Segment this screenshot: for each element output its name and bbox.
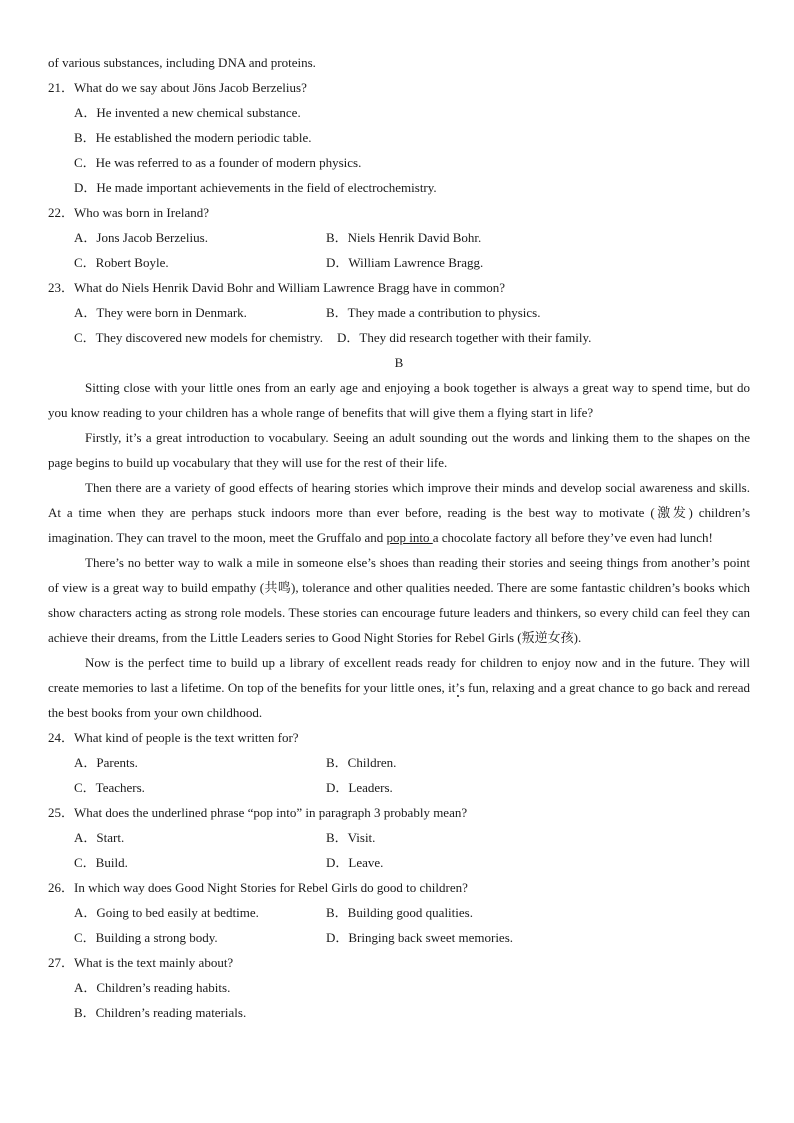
passage-paragraph-2: Firstly, it’s a great introduction to vocabulary. Seeing an adult sounding out the words and linking them to the shapes on the page begins to build up vocabulary that they will use for the rest of their life. <box>48 430 750 470</box>
intro-tail-text: of various substances, including DNA and proteins. <box>48 55 316 70</box>
question-26 <box>48 875 750 950</box>
passage-paragraph-5 <box>48 650 750 725</box>
paragraph-3-text-after: a chocolate factory all before they’ve even had lunch! <box>432 530 713 545</box>
option-b: B．Visit. <box>326 830 376 845</box>
question-stem: 26．In which way does Good Night Stories for Rebel Girls do good to children? <box>48 880 468 895</box>
option-c: C．He was referred to as a founder of modern physics. <box>74 155 362 170</box>
question-stem: 24．What kind of people is the text written for? <box>48 730 299 745</box>
option-c: C．Building a strong body. <box>74 930 218 945</box>
question-stem: 27．What is the text mainly about? <box>48 955 234 970</box>
section-b-title: B <box>394 355 404 370</box>
option-a: A．Parents. <box>74 755 138 770</box>
option-b: B．Children’s reading materials. <box>74 1005 247 1020</box>
option-b: B．Niels Henrik David Bohr. <box>326 230 482 245</box>
option-d: D．They did research together with their family. <box>336 330 592 345</box>
option-d: D．Leave. <box>326 855 384 870</box>
underlined-phrase-pop-into: pop into <box>386 530 433 545</box>
question-stem: 23．What do Niels Henrik David Bohr and William Lawrence Bragg have in common? <box>48 280 505 295</box>
question-24 <box>48 725 750 800</box>
question-27 <box>48 950 750 1025</box>
question-stem: 25．What does the underlined phrase “pop into” in paragraph 3 probably mean? <box>48 805 468 820</box>
option-a: A．Start. <box>74 830 125 845</box>
option-c: C．Teachers. <box>74 780 145 795</box>
question-stem: 22．Who was born in Ireland? <box>48 205 210 220</box>
question-25 <box>48 800 750 875</box>
option-a: A．Jons Jacob Berzelius. <box>74 230 208 245</box>
passage-paragraph-4: There’s no better way to walk a mile in someone else’s shoes than reading their stories and seeing things from another’s point of view is a great way to build empathy (共鸣), tolerance and other qualities needed. There are some fantastic children’s books which show characters acting as strong role models. These stories can encourage future leaders and thinkers, so every child can feel they can achieve their dreams, from the Little Leaders series to Good Night Stories for Rebel Girls (叛逆女孩). <box>48 555 750 645</box>
passage-paragraph-3 <box>48 475 750 550</box>
option-d: D．Leaders. <box>326 780 393 795</box>
option-c: C．Robert Boyle. <box>74 255 169 270</box>
exam-page <box>48 50 750 1025</box>
dotted-apostrophe: ’ <box>455 680 460 695</box>
option-d: D．He made important achievements in the field of electrochemistry. <box>74 180 437 195</box>
question-23 <box>48 275 750 350</box>
option-b: B．Building good qualities. <box>326 905 473 920</box>
passage-paragraph-1: Sitting close with your little ones from an early age and enjoying a book together is always a great way to spend time, but do you know reading to your children has a whole range of benefits that will give them a flying start in life? <box>48 380 750 420</box>
question-22 <box>48 200 750 275</box>
question-stem: 21．What do we say about Jöns Jacob Berzelius? <box>48 80 307 95</box>
option-c: C．They discovered new models for chemistry. <box>74 330 323 345</box>
option-a: A．They were born in Denmark. <box>74 305 247 320</box>
option-d: D．Bringing back sweet memories. <box>326 930 514 945</box>
option-d: D．William Lawrence Bragg. <box>326 255 484 270</box>
paragraph-3-text-before: Then there are a variety of good effects of hearing stories which improve their minds and develop social awareness and skills. At a time when they are perhaps stuck indoors more than ever before, reading is the best way to motivate (激发) children’s imagination. They can travel to the moon, meet the Gruffalo and <box>48 480 750 545</box>
option-b: B．They made a contribution to physics. <box>326 305 541 320</box>
paragraph-5-text-after: s fun, relaxing and a great chance to go back and reread the best books from your own childhood. <box>48 680 750 720</box>
option-a: A．Children’s reading habits. <box>74 980 231 995</box>
paragraph-5-text-before: Now is the perfect time to build up a library of excellent reads ready for children to enjoy now and in the future. They will create memories to last a lifetime. On top of the benefits for your little ones, it <box>48 655 750 695</box>
option-c: C．Build. <box>74 855 128 870</box>
reading-passage <box>48 375 750 725</box>
question-21 <box>48 75 750 200</box>
option-b: B．He established the modern periodic table. <box>74 130 312 145</box>
option-a: A．He invented a new chemical substance. <box>74 105 301 120</box>
option-a: A．Going to bed easily at bedtime. <box>74 905 259 920</box>
option-b: B．Children. <box>326 755 397 770</box>
